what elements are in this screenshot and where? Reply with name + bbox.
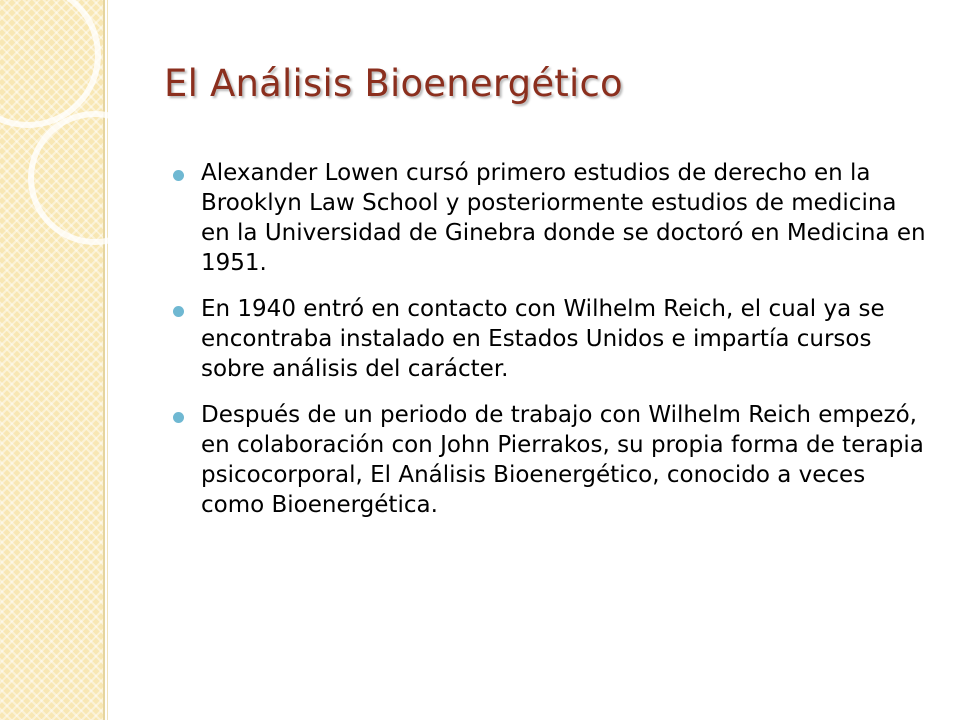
bullet-text: En 1940 entró en contacto con Wilhelm Reich, el cual ya se encontraba instalado en Estados Unidos e impartía cursos sobre análisis del carácter. [201,296,885,382]
decorative-circles [0,0,140,320]
bullet-item [170,400,930,520]
decorative-circle-small [31,114,140,242]
bullet-text: Después de un periodo de trabajo con Wilhelm Reich empezó, en colaboración con John Pierrakos, su propia forma de terapia psicocorporal, El Análisis Bioenergético, conocido a veces como Bioenergética. [201,402,924,518]
bullet-item [170,294,930,384]
bullet-dot-icon [173,306,184,317]
slide-title: El Análisis Bioenergético [164,62,623,105]
decorative-circle-large [0,0,98,125]
bullet-dot-icon [173,170,184,181]
bullet-text: Alexander Lowen cursó primero estudios de derecho en la Brooklyn Law School y posteriormente estudios de medicina en la Universidad de Ginebra donde se doctoró en Medicina en 1951. [201,160,926,276]
bullet-dot-icon [173,412,184,423]
bullet-item [170,158,930,278]
bullet-list [170,158,930,536]
